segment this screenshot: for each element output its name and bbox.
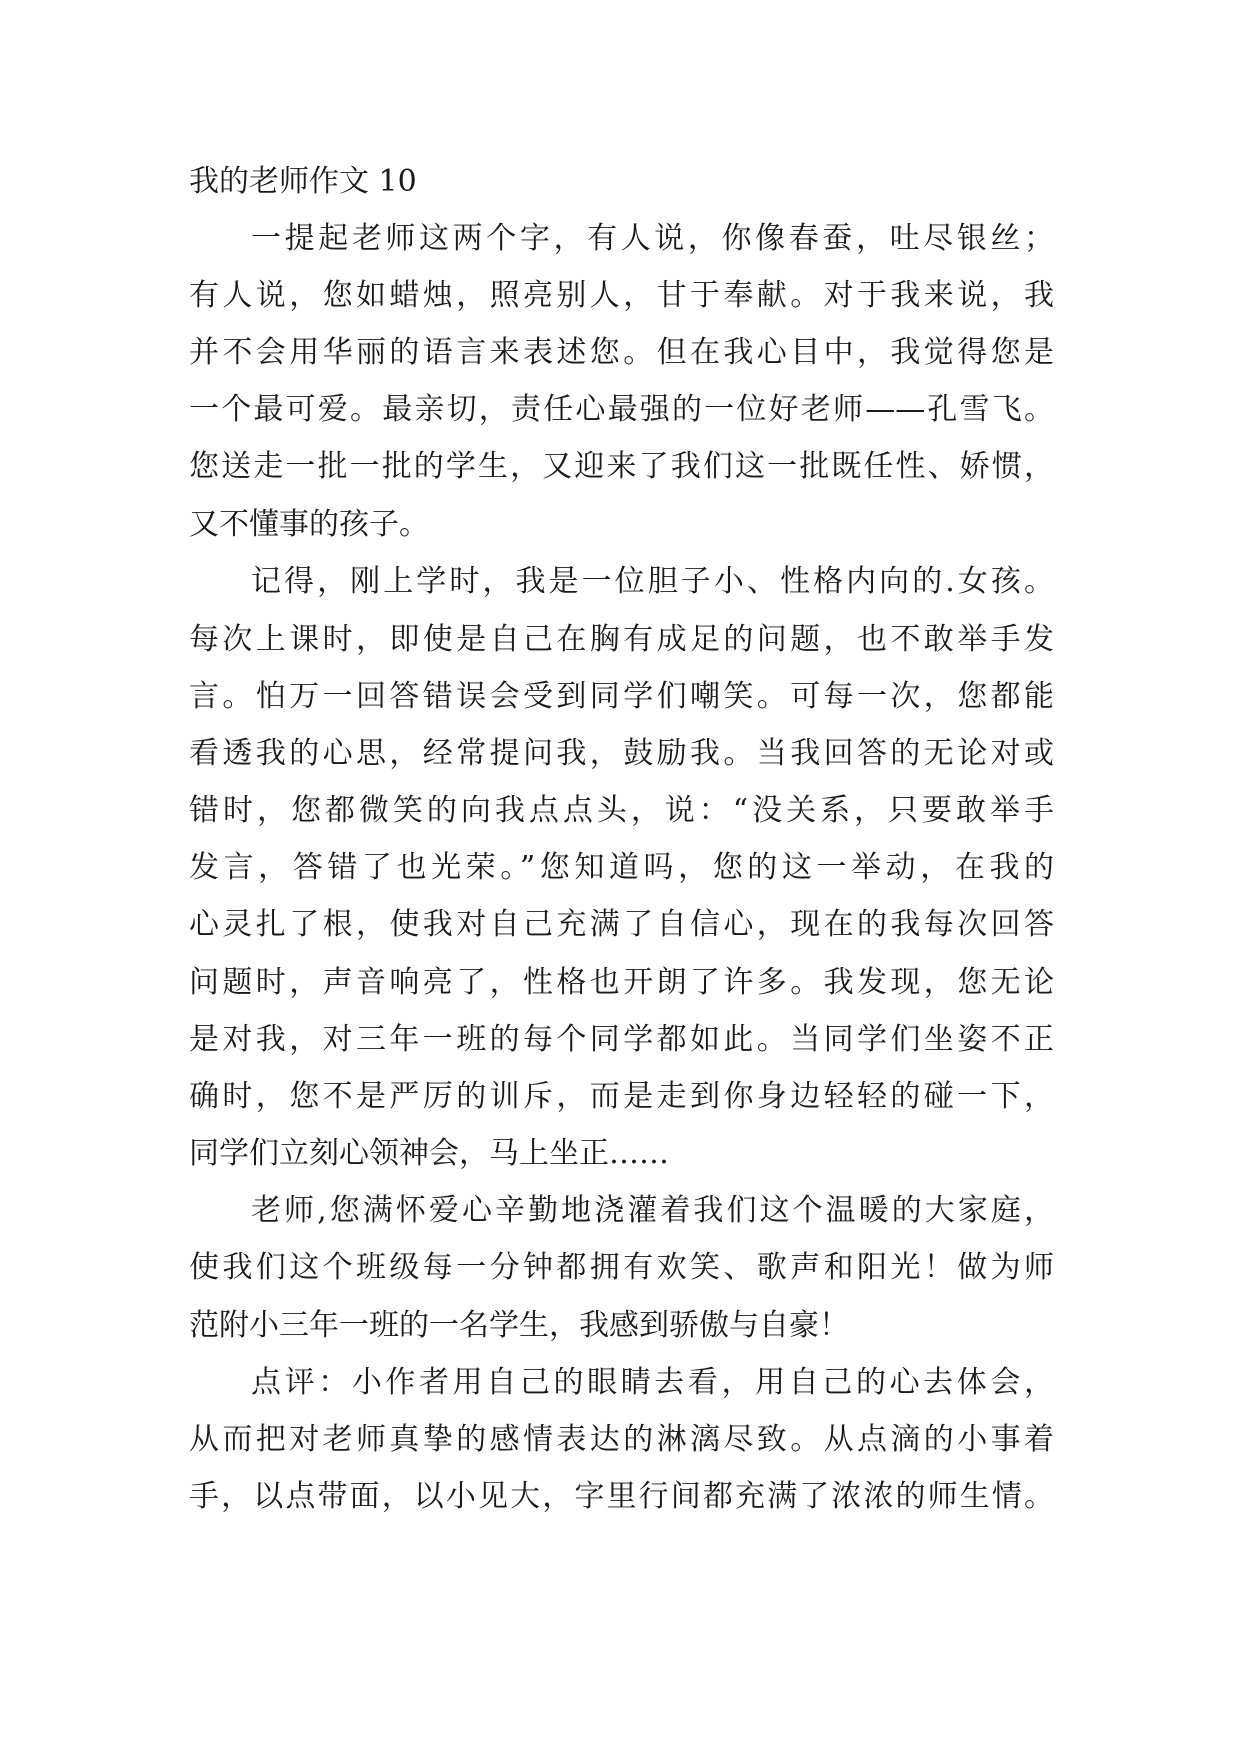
paragraph-2-line-11: 同学们立刻心领神会，马上坐正…… — [189, 1136, 669, 1171]
document-title: 我的老师作文 10 — [189, 164, 417, 199]
paragraph-1-line-5: 您送走一批一批的学生，又迎来了我们这一批既任性、娇惯， — [189, 449, 1054, 484]
paragraph-3-line-1: 老师,您满怀爱心辛勤地浇灌着我们这个温暖的大家庭， — [251, 1193, 1054, 1228]
paragraph-3-line-2: 使我们这个班级每一分钟都拥有欢笑、歌声和阳光！做为师 — [189, 1250, 1054, 1285]
paragraph-2-line-2: 每次上课时，即使是自己在胸有成足的问题，也不敢举手发 — [189, 622, 1054, 657]
paragraph-2-line-10: 确时，您不是严厉的训斥，而是走到你身边轻轻的碰一下， — [189, 1079, 1054, 1114]
paragraph-2-line-1: 记得，刚上学时，我是一位胆子小、性格内向的.女孩。 — [251, 564, 1054, 599]
comment-line-1: 点评：小作者用自己的眼睛去看，用自己的心去体会， — [251, 1365, 1054, 1400]
paragraph-1-line-3: 并不会用华丽的语言来表述您。但在我心目中，我觉得您是 — [189, 335, 1054, 370]
paragraph-2-line-6: 发言，答错了也光荣。”您知道吗，您的这一举动，在我的 — [189, 850, 1054, 885]
paragraph-2-line-7: 心灵扎了根，使我对自己充满了自信心，现在的我每次回答 — [189, 907, 1054, 942]
comment-line-2: 从而把对老师真挚的感情表达的淋漓尽致。从点滴的小事着 — [189, 1422, 1054, 1457]
paragraph-2-line-3: 言。怕万一回答错误会受到同学们嘲笑。可每一次，您都能 — [189, 679, 1054, 714]
paragraph-1-line-1: 一提起老师这两个字，有人说，你像春蚕，吐尽银丝； — [251, 221, 1054, 256]
comment-line-3: 手，以点带面，以小见大，字里行间都充满了浓浓的师生情。 — [189, 1479, 1054, 1514]
paragraph-2-line-8: 问题时，声音响亮了，性格也开朗了许多。我发现，您无论 — [189, 965, 1054, 1000]
paragraph-2-line-9: 是对我，对三年一班的每个同学都如此。当同学们坐姿不正 — [189, 1022, 1054, 1057]
paragraph-2-line-4: 看透我的心思，经常提问我，鼓励我。当我回答的无论对或 — [189, 736, 1054, 771]
paragraph-3-line-3: 范附小三年一班的一名学生，我感到骄傲与自豪！ — [189, 1308, 849, 1343]
paragraph-1-line-2: 有人说，您如蜡烛，照亮别人，甘于奉献。对于我来说，我 — [189, 278, 1054, 313]
paragraph-2-line-5: 错时，您都微笑的向我点点头，说：“没关系，只要敢举手 — [189, 793, 1054, 828]
paragraph-1-line-4: 一个最可爱。最亲切，责任心最强的一位好老师——孔雪飞。 — [189, 392, 1054, 427]
paragraph-1-line-6: 又不懂事的孩子。 — [189, 507, 429, 542]
